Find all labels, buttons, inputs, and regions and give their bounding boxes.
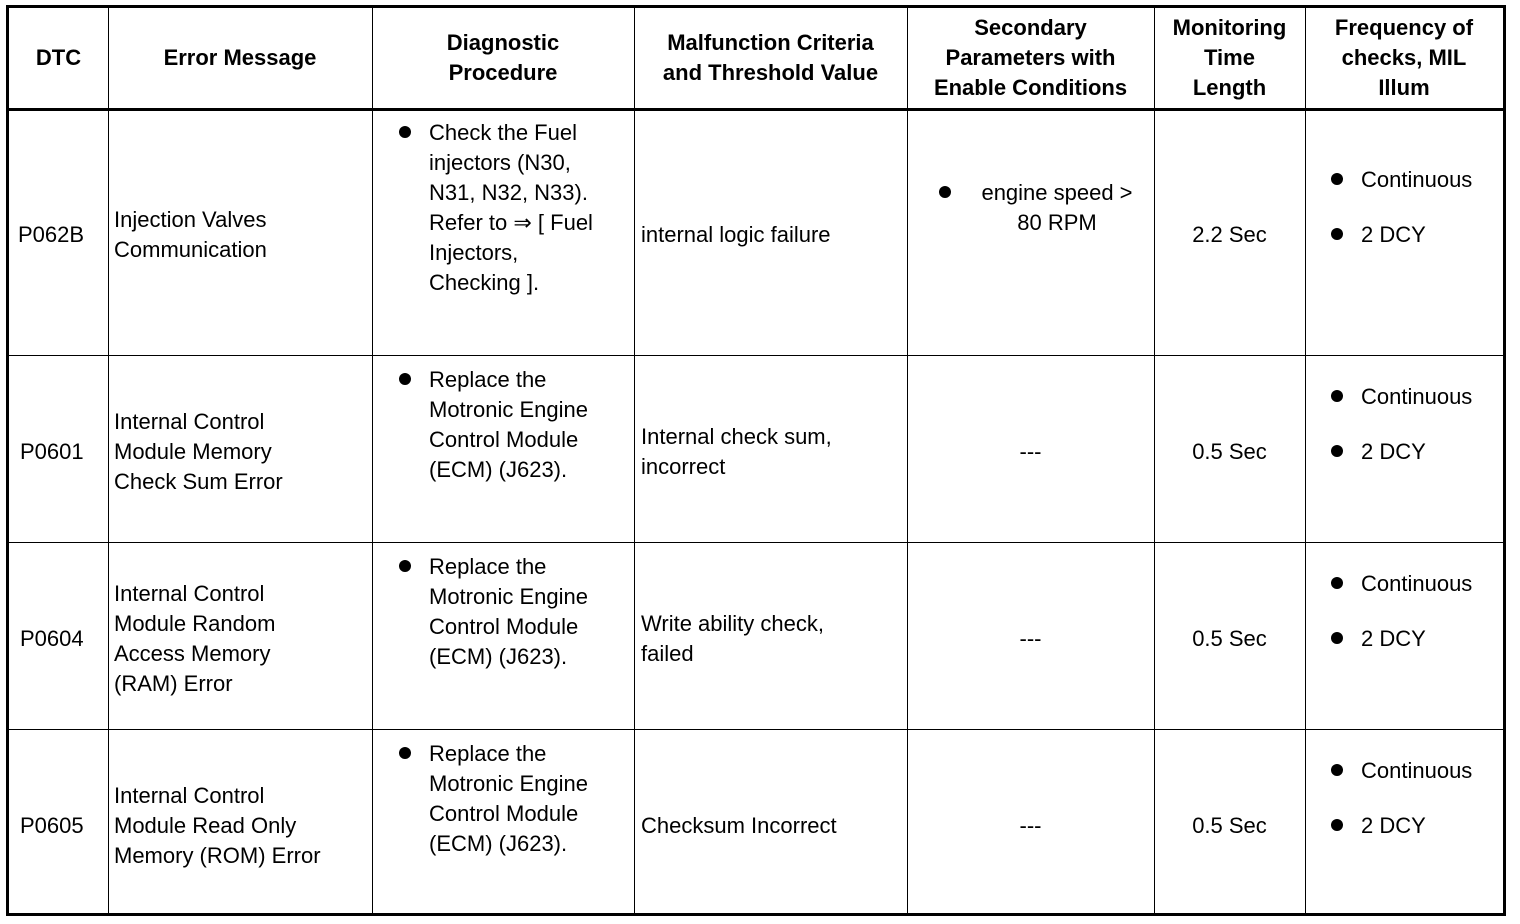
malfunction-criteria: Write ability check, failed bbox=[641, 611, 824, 666]
row-divider bbox=[9, 355, 1503, 356]
diagnostic-procedure: Check the Fuel injectors (N30, N31, N32, N33). Refer to ⇒ [ Fuel Injectors, Checking ]. bbox=[429, 120, 593, 295]
bullet-icon bbox=[399, 747, 411, 759]
monitoring-time: 0.5 Sec bbox=[1192, 813, 1267, 838]
error-message: Internal Control Module Random Access Memory (RAM) Error bbox=[114, 581, 276, 696]
header-malfunction-criteria: Malfunction Criteria and Threshold Value bbox=[662, 30, 879, 85]
bullet-icon bbox=[939, 186, 951, 198]
diagnostic-procedure: Replace the Motronic Engine Control Module (ECM) (J623). bbox=[429, 367, 588, 482]
error-message: Internal Control Module Read Only Memory (ROM) Error bbox=[114, 783, 321, 868]
diagnostic-procedure: Replace the Motronic Engine Control Module (ECM) (J623). bbox=[429, 741, 588, 856]
header-diagnostic-procedure: Diagnostic Procedure bbox=[446, 30, 560, 85]
diagnostic-procedure: Replace the Motronic Engine Control Module (ECM) (J623). bbox=[429, 554, 588, 669]
header-secondary-parameters: Secondary Parameters with Enable Conditions bbox=[933, 15, 1128, 100]
secondary-parameters: --- bbox=[1019, 813, 1042, 838]
bullet-icon bbox=[1331, 173, 1343, 185]
row-divider bbox=[9, 729, 1503, 730]
frequency-dcy: 2 DCY bbox=[1361, 439, 1426, 464]
bullet-icon bbox=[1331, 228, 1343, 240]
dtc-table bbox=[6, 5, 1506, 916]
bullet-icon bbox=[399, 126, 411, 138]
frequency-continuous: Continuous bbox=[1361, 758, 1473, 783]
bullet-icon bbox=[399, 560, 411, 572]
bullet-icon bbox=[1331, 819, 1343, 831]
monitoring-time: 0.5 Sec bbox=[1192, 626, 1267, 651]
secondary-parameters: --- bbox=[1019, 626, 1042, 651]
header-monitoring-time: Monitoring Time Length bbox=[1172, 15, 1287, 100]
frequency-continuous: Continuous bbox=[1361, 384, 1473, 409]
malfunction-criteria: Checksum Incorrect bbox=[641, 813, 837, 838]
error-message: Internal Control Module Memory Check Sum Error bbox=[114, 409, 283, 494]
error-message: Injection Valves Communication bbox=[114, 207, 267, 262]
bullet-icon bbox=[1331, 445, 1343, 457]
malfunction-criteria: Internal check sum, incorrect bbox=[641, 424, 832, 479]
bullet-icon bbox=[399, 373, 411, 385]
bullet-icon bbox=[1331, 577, 1343, 589]
header-divider bbox=[9, 108, 1503, 111]
column-divider bbox=[108, 8, 109, 913]
row-divider bbox=[9, 542, 1503, 543]
dtc-code: P0605 bbox=[20, 813, 84, 838]
malfunction-criteria: internal logic failure bbox=[641, 222, 831, 247]
header-error-message: Error Message bbox=[163, 45, 317, 70]
secondary-parameters: engine speed > 80 RPM bbox=[981, 180, 1133, 235]
bullet-icon bbox=[1331, 632, 1343, 644]
frequency-continuous: Continuous bbox=[1361, 167, 1473, 192]
monitoring-time: 2.2 Sec bbox=[1192, 222, 1267, 247]
column-divider bbox=[1305, 8, 1306, 913]
header-frequency: Frequency of checks, MIL Illum bbox=[1334, 15, 1474, 100]
frequency-dcy: 2 DCY bbox=[1361, 626, 1426, 651]
bullet-icon bbox=[1331, 764, 1343, 776]
bullet-icon bbox=[1331, 390, 1343, 402]
frequency-dcy: 2 DCY bbox=[1361, 813, 1426, 838]
secondary-parameters: --- bbox=[1019, 439, 1042, 464]
header-dtc: DTC bbox=[35, 45, 82, 70]
column-divider bbox=[634, 8, 635, 913]
column-divider bbox=[372, 8, 373, 913]
frequency-continuous: Continuous bbox=[1361, 571, 1473, 596]
dtc-code: P0604 bbox=[20, 626, 84, 651]
dtc-code: P0601 bbox=[20, 439, 84, 464]
dtc-code: P062B bbox=[18, 222, 85, 247]
monitoring-time: 0.5 Sec bbox=[1192, 439, 1267, 464]
frequency-dcy: 2 DCY bbox=[1361, 222, 1426, 247]
